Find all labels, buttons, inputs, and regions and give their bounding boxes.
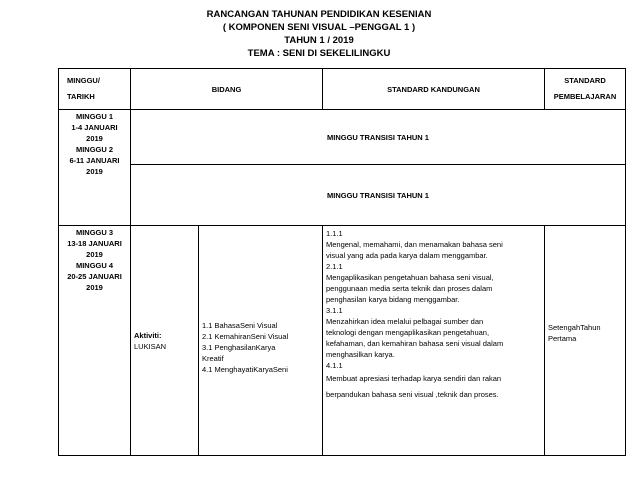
document-theme: TEMA : SENI DI SEKELILINGKU — [247, 48, 391, 59]
week-line: 2019 — [86, 283, 103, 292]
bidang-cell — [131, 226, 199, 456]
column-header-pembelajaran — [545, 69, 626, 110]
week-line: 2019 — [86, 134, 103, 143]
week-line: 2019 — [86, 167, 103, 176]
week-line: 6-11 JANUARI — [69, 156, 120, 165]
pembelajaran-line: 3.1.1 — [326, 306, 343, 315]
column-header-minggu-line2: TARIKH — [67, 92, 95, 101]
standard-kandungan-cell — [199, 226, 323, 456]
column-header-pembelajaran-line2: PEMBELAJARAN — [553, 92, 617, 101]
pembelajaran-line: berpandukan bahasa seni visual ,teknik dan proses. — [326, 390, 499, 399]
standard-pembelajaran-cell — [323, 226, 545, 456]
week-line: 20-25 JANUARI — [67, 272, 122, 281]
rancangan-table — [58, 68, 626, 456]
pembelajaran-line: 4.1.1 — [326, 361, 343, 370]
document-year: TAHUN 1 / 2019 — [284, 35, 354, 46]
week-line: 13-18 JANUARI — [67, 239, 122, 248]
week-line: MINGGU 2 — [75, 145, 114, 154]
pembelajaran-line: penggunaan media serta teknik dan proses dalam — [326, 284, 493, 293]
pentaksiran-line: Pertama — [548, 334, 577, 343]
column-header-pembelajaran-line1: STANDARD — [564, 76, 606, 85]
table-row — [59, 165, 626, 226]
bidang-label: Aktiviti: — [134, 330, 162, 340]
pembelajaran-line: Mengenal, memahami, dan menamakan bahasa seni — [326, 240, 503, 249]
pembelajaran-line: Menzahirkan idea melalui pelbagai sumber dan — [326, 317, 484, 326]
kandungan-item: Kreatif — [202, 353, 224, 363]
table-header-row — [59, 69, 626, 110]
week-date-cell — [59, 110, 131, 226]
pembelajaran-line: 1.1.1 — [326, 229, 343, 238]
pembelajaran-line: penghasilan karya bidang menggambar. — [326, 295, 460, 304]
week-date-cell — [59, 226, 131, 456]
table-row — [59, 110, 626, 165]
transition-week-cell: MINGGU TRANSISI TAHUN 1 — [131, 165, 626, 226]
kandungan-item: 2.1 KemahiranSeni Visual — [202, 331, 289, 341]
pentaksiran-line: SetengahTahun — [548, 323, 601, 332]
kandungan-item: 1.1 BahasaSeni Visual — [202, 320, 278, 330]
column-header-minggu-line1: MINGGU/ — [67, 76, 100, 85]
column-header-minggu — [59, 69, 131, 110]
pembelajaran-line: menghasilkan karya. — [326, 350, 395, 359]
pentaksiran-cell — [545, 226, 626, 456]
document-title-block — [0, 8, 638, 60]
pembelajaran-line: kefahaman, dan kemahiran bahasa seni visual dalam — [326, 339, 504, 348]
column-header-kandungan: STANDARD KANDUNGAN — [323, 69, 545, 110]
document-title: RANCANGAN TAHUNAN PENDIDIKAN KESENIAN — [206, 9, 432, 20]
kandungan-item: 4.1 MenghayatiKaryaSeni — [202, 364, 288, 374]
transition-week-cell: MINGGU TRANSISI TAHUN 1 — [131, 110, 626, 165]
table-row — [59, 226, 626, 456]
week-line: MINGGU 1 — [75, 112, 114, 121]
pembelajaran-line: teknologi dengan mengaplikasikan pengetahuan, — [326, 328, 490, 337]
column-header-bidang: BIDANG — [131, 69, 323, 110]
pembelajaran-line: Mengaplikasikan pengetahuan bahasa seni visual, — [326, 273, 494, 282]
pembelajaran-line: visual yang ada pada karya dalam menggambar. — [326, 251, 488, 260]
week-line: 2019 — [86, 250, 103, 259]
kandungan-item: 3.1 PenghasilanKarya — [202, 342, 276, 352]
week-line: 1-4 JANUARI — [71, 123, 118, 132]
week-line: MINGGU 3 — [75, 228, 114, 237]
document-subtitle: ( KOMPONEN SENI VISUAL –PENGGAL 1 ) — [222, 22, 416, 33]
week-line: MINGGU 4 — [75, 261, 114, 270]
bidang-value: LUKISAN — [134, 341, 167, 351]
pembelajaran-line: 2.1.1 — [326, 262, 343, 271]
pembelajaran-line: Membuat apresiasi terhadap karya sendiri dan rakan — [326, 374, 502, 383]
